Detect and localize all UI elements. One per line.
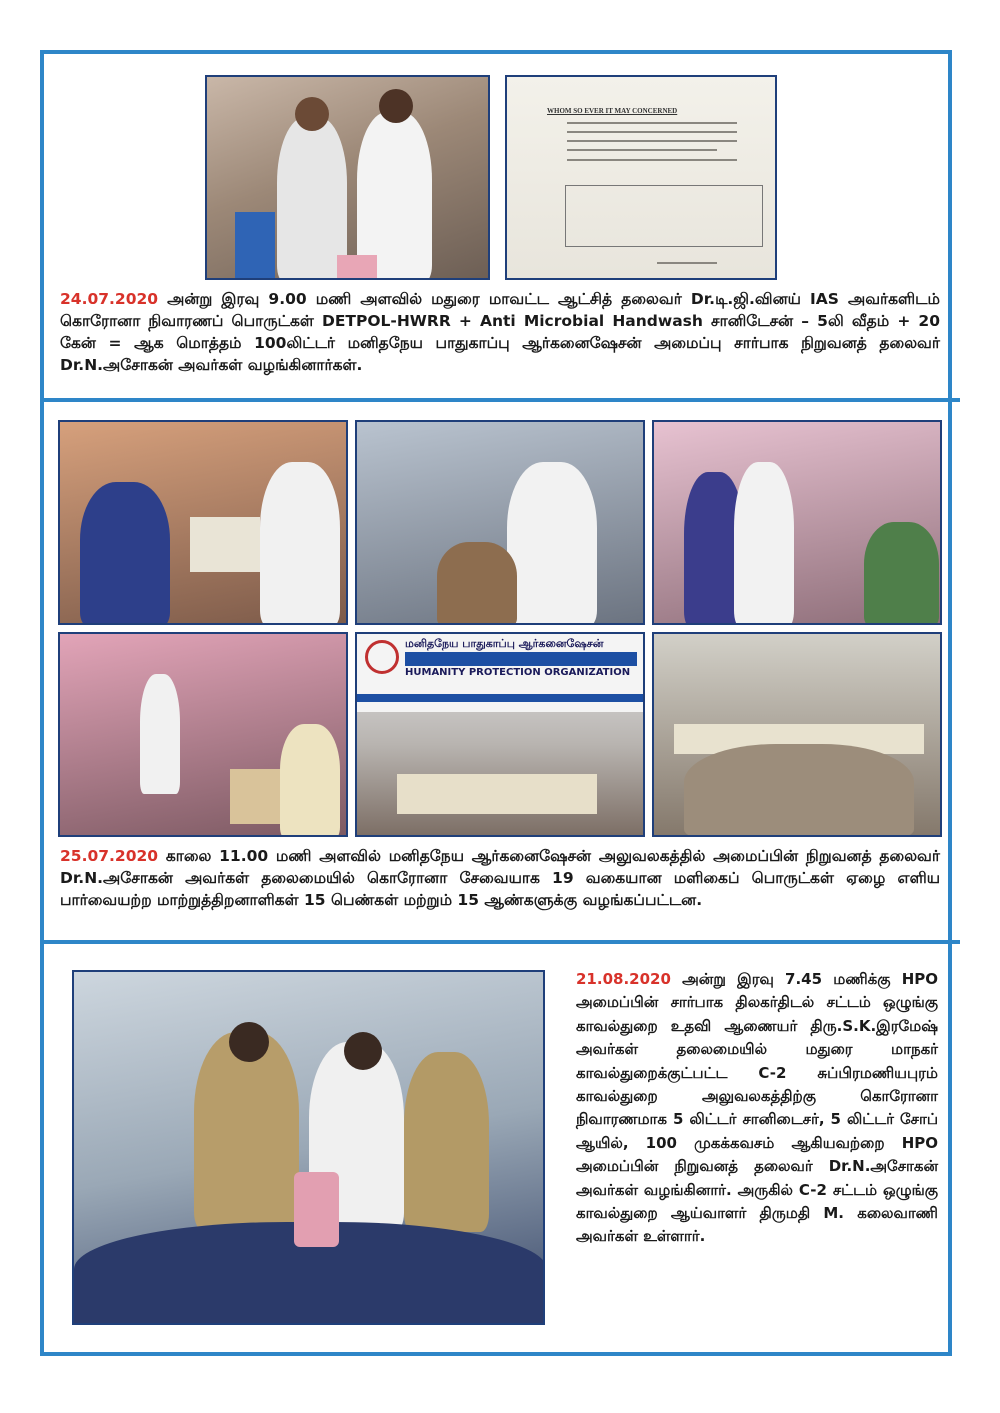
section2-date: 25.07.2020 <box>60 847 159 865</box>
banner-english-title: HUMANITY PROTECTION ORGANIZATION <box>405 667 631 678</box>
section1-text: அன்று இரவு 9.00 மணி அளவில் மதுரை மாவட்ட ஆட்சித் தலைவர் Dr.டி.ஜி.வினய் IAS அவர்களிடம் கொரோனா நிவாரணப் பொருட்கள் DETPOL-HWRR + Anti Microbial Handwash சானிடேசன் – 5லி வீதம் + 20 கேன் = ஆக மொத்தம் 100லிட்டர் மனிதநேய பாதுகாப்பு ஆர்கனைஷேசன் அமைப்பு சார்பாக நிறுவனத் தலைவர் Dr.N.அசோகன் அவர்கள் வழங்கினார்கள். <box>60 290 940 374</box>
photo-distribution-1 <box>58 420 348 625</box>
section3-date: 21.08.2020 <box>576 970 671 988</box>
banner-tamil-title: மனிதநேய பாதுகாப்பு ஆர்கனைஷேசன் <box>405 637 604 650</box>
section-divider-2 <box>40 940 960 944</box>
photo-collector-handover <box>205 75 490 280</box>
photo-distribution-2 <box>355 420 645 625</box>
photo-hpo-office-group <box>355 632 645 837</box>
photo-distribution-4 <box>58 632 348 837</box>
hpo-logo-icon <box>365 640 399 674</box>
hpo-banner <box>357 634 645 712</box>
section3-caption <box>576 968 938 1249</box>
section3-text: அன்று இரவு 7.45 மணிக்கு HPO அமைப்பின் சார்பாக திலகர்திடல் சட்டம் ஒழுங்கு காவல்துறை உதவி ஆணையர் திரு.S.K.இரமேஷ் அவர்கள் தலைமையில் மதுரை மாநகர் காவல்துறைக்குட்பட்ட C-2 சுப்பிரமணியபுரம் காவல்துறை அலுவலகத்திற்கு கொரோனா நிவாரணமாக 5 லிட்டர் சானிடைசர், 5 லிட்டர் சோப் ஆயில், 100 முகக்கவசம் ஆகியவற்றை HPO அமைப்பின் நிறுவனத் தலைவர் Dr.N.அசோகன் அவர்கள் வழங்கினார். அருகில் C-2 சட்டம் ஒழுங்கு காவல்துறை ஆய்வாளர் திருமதி M. கலைவாணி அவர்கள் உள்ளார். <box>576 970 938 1246</box>
letter-heading: WHOM SO EVER IT MAY CONCERNED <box>547 107 678 115</box>
photo-police-station-handover <box>72 970 545 1325</box>
photo-distribution-6 <box>652 632 942 837</box>
section-divider-1 <box>40 398 960 402</box>
section2-text: காலை 11.00 மணி அளவில் மனிதநேய ஆர்கனைஷேசன் அலுவலகத்தில் அமைப்பின் நிறுவனத் தலைவர் Dr.N.அசோகன் அவர்கள் தலைமையில் கொரோனா சேவையாக 19 வகையான மளிகைப் பொருட்கள் ஏழை எளிய பார்வையற்ற மாற்றுத்திறனாளிகள் 15 பெண்கள் மற்றும் 15 ஆண்களுக்கு வழங்கப்பட்டன. <box>60 847 940 909</box>
section1-caption <box>60 288 940 376</box>
section2-caption <box>60 845 940 911</box>
section1-date: 24.07.2020 <box>60 290 159 308</box>
acknowledgement-letter-image <box>505 75 777 280</box>
photo-distribution-3 <box>652 420 942 625</box>
